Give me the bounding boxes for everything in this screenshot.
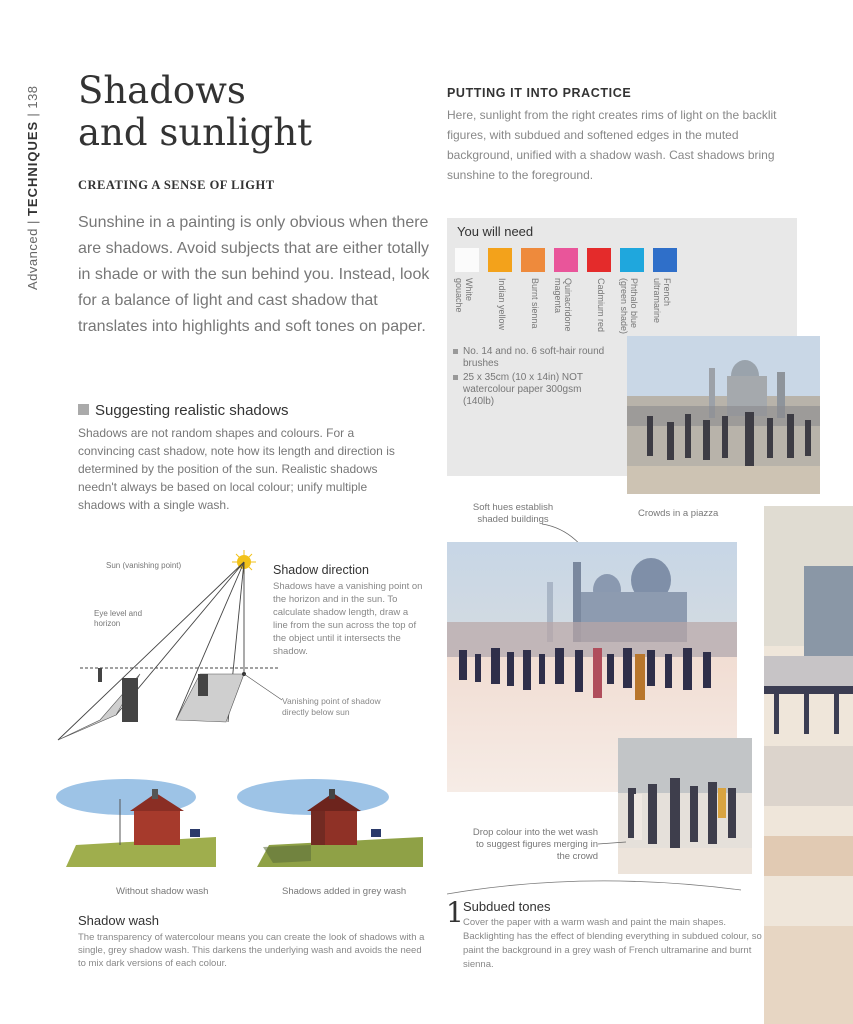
color-swatch [620,248,644,272]
color-swatch [455,248,479,272]
vanishing-point-label: Vanishing point of shadow directly below sun [282,696,381,717]
color-swatch [554,248,578,272]
color-swatch [587,248,611,272]
swatch-label: French ultramarine [652,278,672,324]
swatch-label: Burnt sienna [530,278,540,329]
subdued-body: Cover the paper with a warm wash and paint the main shapes. Backlighting has the effect of blending everything in subdued colour, so paint the background in a grey wash of French ultramarine and burnt sienna. [463,917,762,970]
piazza-photo [627,336,820,494]
spine-text [25,85,40,290]
page-title [78,70,312,154]
with-wash-caption: Shadows added in grey wash [282,886,407,897]
color-swatch [521,248,545,272]
square-bullet-icon [78,404,89,415]
swatch-label: Cadmium red [596,278,606,333]
page-spine [22,70,46,300]
shadow-direction-body: Shadows have a vanishing point on the horizon and in the sun. To calculate shadow length, draw a line from the sun across the top of the object until it intersects the shadow. [273,581,423,657]
spine-separator: | [25,112,40,117]
figures-inset-painting [618,738,752,874]
title-line-2: and sunlight [78,111,313,154]
suggesting-heading-text: Suggesting realistic shadows [95,402,289,419]
swatch-label: Phthalo blue (green shade) [619,278,639,335]
intro-paragraph: Sunshine in a painting is only obvious when there are shadows. Avoid subjects that are either totally in shade or with the sun behind you. Instead, look for a balance of light and cast shadow that translates into highlights and soft tones on paper. [78,214,430,335]
without-wash-caption: Without shadow wash [116,886,209,897]
suggesting-body: Shadows are not random shapes and colours. For a convincing cast shadow, note how its length and direction is determined by the position of the sun. Realistic shadows needn't always be based on local colour; unify multiple shadows with a single wash. [78,426,395,512]
bullet-icon [453,349,458,354]
page-number: 138 [25,85,40,109]
shadow-wash-body: The transparency of watercolour means you can create the look of shadows with a single, grey shadow wash. This darkens the underlying wash and avoids the need to mix dark versions of each colour. [78,932,425,969]
suggesting-heading [78,402,288,419]
spine-separator: | [25,220,40,225]
sun-label: Sun (vanishing point) [106,561,182,570]
house-with-wash [233,775,429,877]
title-line-1: Shadows [78,69,246,112]
step-bracket [447,876,743,896]
list-item: 25 x 35cm (10 x 14in) NOT watercolour paper 300gsm (140lb) [453,372,613,408]
page-subtitle: CREATING A SENSE OF LIGHT [78,178,275,192]
bridge-painting [764,506,853,1024]
practice-heading: PUTTING IT INTO PRACTICE [447,86,632,100]
spine-section: Advanced [25,228,40,290]
practice-body: Here, sunlight from the right creates rims of light on the backlit figures, with subdued and softened edges in the muted background, unified with a shadow wash. Cast shadows bring sunshine to the foreground. [447,108,777,182]
step-number: 1 [446,896,464,929]
spine-chapter: TECHNIQUES [25,120,40,217]
bullet-icon [453,375,458,380]
swatch-label: Quinacridone magenta [553,278,573,332]
subdued-heading: Subdued tones [463,899,551,914]
swatch-label: Indian yellow [497,278,507,331]
you-will-need-title: You will need [457,224,534,239]
eye-level-label: Eye level and horizon [94,609,143,628]
piazza-caption: Crowds in a piazza [638,508,719,519]
soft-hues-caption: Soft hues establish shaded buildings [472,502,554,525]
color-swatch [488,248,512,272]
drop-colour-caption: Drop colour into the wet wash to suggest figures merging in the crowd [472,827,598,862]
house-without-wash [56,775,222,877]
shadow-direction-heading: Shadow direction [273,563,369,577]
list-item: No. 14 and no. 6 soft-hair round brushes [453,346,613,370]
shadow-wash-heading: Shadow wash [78,913,159,928]
color-swatch [653,248,677,272]
leader-line [598,838,628,852]
materials-list [453,346,613,410]
shadow-diagram [50,550,290,755]
swatch-label: White gouache [454,278,474,313]
